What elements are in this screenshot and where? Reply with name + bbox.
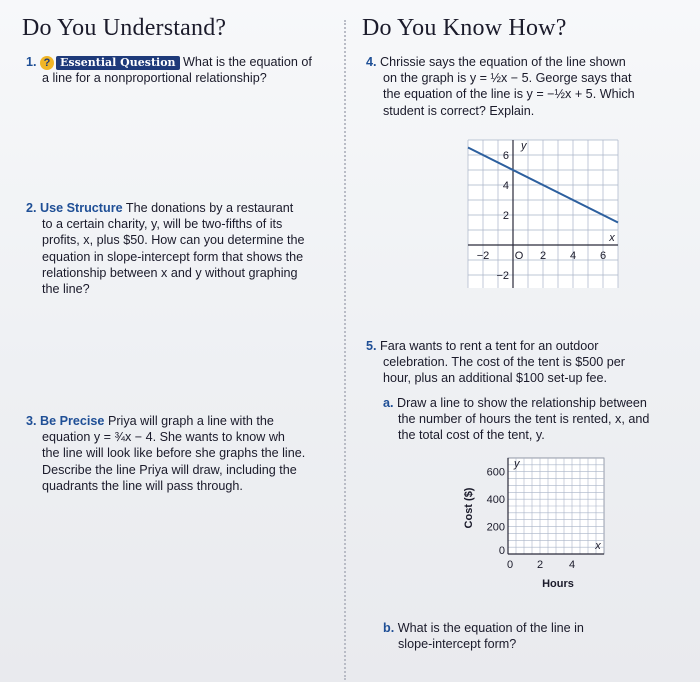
question-mark-icon: ? [40, 56, 54, 70]
y-axis-title: Cost ($) [463, 487, 475, 529]
question-5a-line: the total cost of the tent, y. [398, 428, 545, 443]
right-heading: Do You Know How? [362, 15, 567, 41]
question-3 [26, 413, 338, 494]
question-2-line: equation in slope-intercept form that shows the [42, 249, 304, 264]
question-2 [26, 200, 338, 297]
question-1-number: 1. [26, 55, 37, 69]
y-tick-label: −2 [496, 270, 509, 282]
y-tick-label: 400 [486, 494, 505, 507]
question-1 [26, 54, 338, 86]
x-axis-letter: x [609, 232, 615, 244]
x-tick-label: 0 [506, 559, 514, 571]
y-tick-label: 4 [502, 180, 509, 192]
question-4-line: the equation of the line is y = −½x + 5. Which [383, 87, 635, 102]
question-4-number: 4. [366, 55, 377, 69]
question-2-line: to a certain charity, y, will be two-fifths of its [42, 217, 283, 232]
column-divider [344, 20, 346, 680]
y-axis-letter: y [521, 140, 527, 152]
question-2-number: 2. [26, 201, 37, 215]
question-2-line: The donations by a restaurant [125, 201, 294, 215]
x-tick-label: 4 [568, 559, 576, 571]
question-3-line: the line will look like before she graphs the line. [42, 446, 306, 461]
question-5-number: 5. [366, 339, 377, 353]
question-5 [366, 338, 686, 387]
question-2-keyword: Use Structure [40, 201, 123, 215]
cost-hours-graph[interactable] [456, 448, 616, 596]
y-tick-label: 2 [502, 210, 509, 222]
x-tick-label: 4 [569, 250, 577, 262]
question-5-line: celebration. The cost of the tent is $500 per [383, 355, 625, 370]
x-tick-label: O [514, 250, 524, 262]
question-5b-line: What is the equation of the line in [397, 621, 584, 635]
question-1-text-b: a line for a nonproportional relationship? [42, 71, 267, 86]
question-4-line: Chrissie says the equation of the line shown [380, 55, 626, 69]
x-tick-label: 6 [599, 250, 607, 262]
y-tick-label: 200 [486, 521, 505, 534]
question-5-line: Fara wants to rent a tent for an outdoor [380, 339, 599, 353]
y-tick-label: 0 [498, 545, 505, 557]
coordinate-graph-q4 [456, 128, 624, 288]
question-3-line: quadrants the line will pass through. [42, 478, 243, 493]
question-4-line: on the graph is y = ½x − 5. George says that [383, 71, 632, 86]
x-tick-label: 2 [536, 559, 544, 571]
question-2-line: relationship between x and y without graphing [42, 265, 298, 280]
question-4-line: student is correct? Explain. [383, 103, 535, 118]
question-2-line: the line? [42, 282, 90, 297]
question-4 [366, 54, 686, 119]
question-2-line: profits, x, plus $50. How can you determine the [42, 233, 305, 248]
question-5a-line: Draw a line to show the relationship between [397, 396, 647, 410]
question-5b-label: b. [383, 621, 395, 635]
question-3-line: Describe the line Priya will draw, including the [42, 462, 297, 477]
question-3-line: equation y = ¾x − 4. She wants to know wh [42, 430, 285, 445]
y-tick-label: 600 [486, 466, 505, 479]
x-tick-label: 2 [539, 250, 547, 262]
x-axis-title: Hours [542, 578, 574, 590]
essential-question-badge: Essential Question [56, 56, 180, 70]
question-5b [383, 620, 683, 652]
x-axis-letter: x [595, 540, 601, 552]
left-heading: Do You Understand? [22, 15, 227, 41]
question-5-line: hour, plus an additional $100 set-up fee. [383, 371, 608, 386]
y-tick-label: 6 [502, 150, 509, 162]
question-5a-line: the number of hours the tent is rented, x, and [398, 412, 650, 427]
question-5a-label: a. [383, 396, 394, 410]
x-tick-label: −2 [476, 250, 490, 262]
question-5a [383, 395, 683, 444]
question-3-line: Priya will graph a line with the [107, 414, 274, 428]
question-3-keyword: Be Precise [40, 414, 105, 428]
question-3-number: 3. [26, 414, 37, 428]
question-5b-line: slope-intercept form? [398, 637, 517, 652]
question-1-text-a: What is the equation of [183, 55, 312, 69]
y-axis-letter: y [514, 458, 520, 470]
